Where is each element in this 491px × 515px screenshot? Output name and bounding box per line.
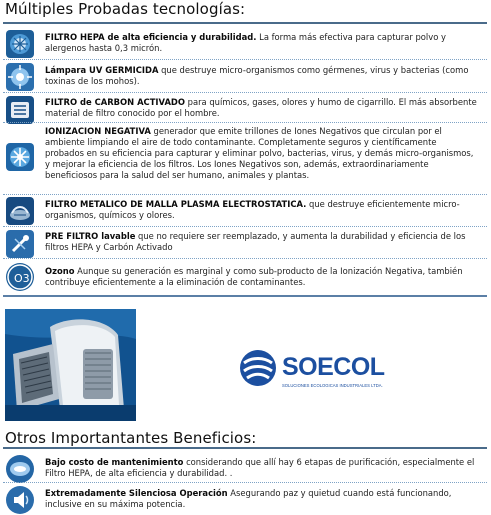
benefit-item-silent [45,488,477,510]
benefit-item-description: Asegurando paz y quietud cuando está funcionando, inclusive en su máxima potencia. [45,488,452,509]
section-divider [3,295,487,297]
tech-item-title: FILTRO de CARBON ACTIVADO [45,97,185,107]
tech-item-carbon [45,97,477,119]
tech-item-description: Aunque su generación es marginal y como sub-producto de la Ionización Negativa, también contribuye eficientemente a la eliminación de contaminantes. [45,266,463,287]
negative-ion-icon [6,143,34,171]
tech-item-description: que destruye micro-organismos como gérmenes, virus y bacterias (como toxinas de los mohos). [45,65,469,86]
heading-rule [3,22,487,24]
ozone-icon [6,263,34,291]
row-divider [3,482,487,483]
row-divider [3,226,487,227]
silent-operation-icon [6,486,34,514]
benefit-item-title: Extremadamente Silenciosa Operación [45,488,228,498]
tech-item-description: generador que emite trillones de Iones Negativos que circulan por el ambiente limpiando el aire de todo contaminante. Completamente seguros y científicamente probados en su eficiencia para capturar y eliminar polvo, bacterias, virus, y demás micro-organismos, y mejorar la eficiencia de los filtros. Los Iones Negativos son, además, extraordinariamente beneficiosos para la salud del ser humano, animales y plantas. [45,126,474,180]
tech-item-description: que no requiere ser reemplazado, y aumenta la durabilidad y eficiencia de los filtros HEPA y Carbón Activado [45,231,466,252]
row-divider [3,59,487,60]
metal-mesh-filter-icon [6,197,34,225]
tech-item-hepa [45,32,477,54]
carbon-filter-icon [6,96,34,124]
tech-item-title: FILTRO METALICO DE MALLA PLASMA ELECTROSTATICA. [45,199,307,209]
product-photo [5,309,136,421]
tech-item-description: que destruye eficientemente micro-organismos, químicos y olores. [45,199,460,220]
soecol-logo [238,343,408,393]
benefit-item-description: considerando que allí hay 6 etapas de purificación, especialmente el Filtro HEPA, de alta eficiencia y durabilidad. . [45,457,475,478]
logo-name: SOECOL [282,353,385,381]
tech-item-metalico [45,199,477,221]
hepa-filter-icon [6,30,34,58]
prefilter-icon [6,230,34,258]
section-heading-technologies: Múltiples Probadas tecnologías: [5,0,246,18]
row-divider [3,194,487,195]
row-divider [3,92,487,93]
ozone-symbol: O3 [14,272,30,285]
row-divider [3,122,487,123]
uv-lamp-icon [6,63,34,91]
tech-item-title: Lámpara UV GERMICIDA [45,65,159,75]
heading-rule [3,447,487,449]
tech-item-title: Ozono [45,266,75,276]
low-cost-icon [6,455,34,483]
tech-item-description: La forma más efectiva para capturar polvo y alergenos hasta 0,3 micrón. [45,32,446,53]
tech-item-uv [45,65,477,87]
tech-item-title: PRE FILTRO lavable [45,231,136,241]
tech-item-title: FILTRO HEPA de alta eficiencia y durabilidad. [45,32,257,42]
row-divider [3,258,487,259]
section-heading-benefits: Otros Importantantes Beneficios: [5,429,257,447]
logo-tagline: SOLUCIONES ECOLOGICAS INDUSTRIALES LTDA. [282,383,383,388]
tech-item-ozono [45,266,477,288]
benefit-item-title: Bajo costo de mantenimiento [45,457,184,467]
tech-item-ionizacion [45,126,477,181]
tech-item-prefiltro [45,231,477,253]
tech-item-title: IONIZACION NEGATIVA [45,126,151,136]
benefit-item-cost [45,457,477,479]
tech-item-description: para químicos, gases, olores y humo de cigarrillo. El más absorbente material de filtro conocido por el hombre. [45,97,477,118]
